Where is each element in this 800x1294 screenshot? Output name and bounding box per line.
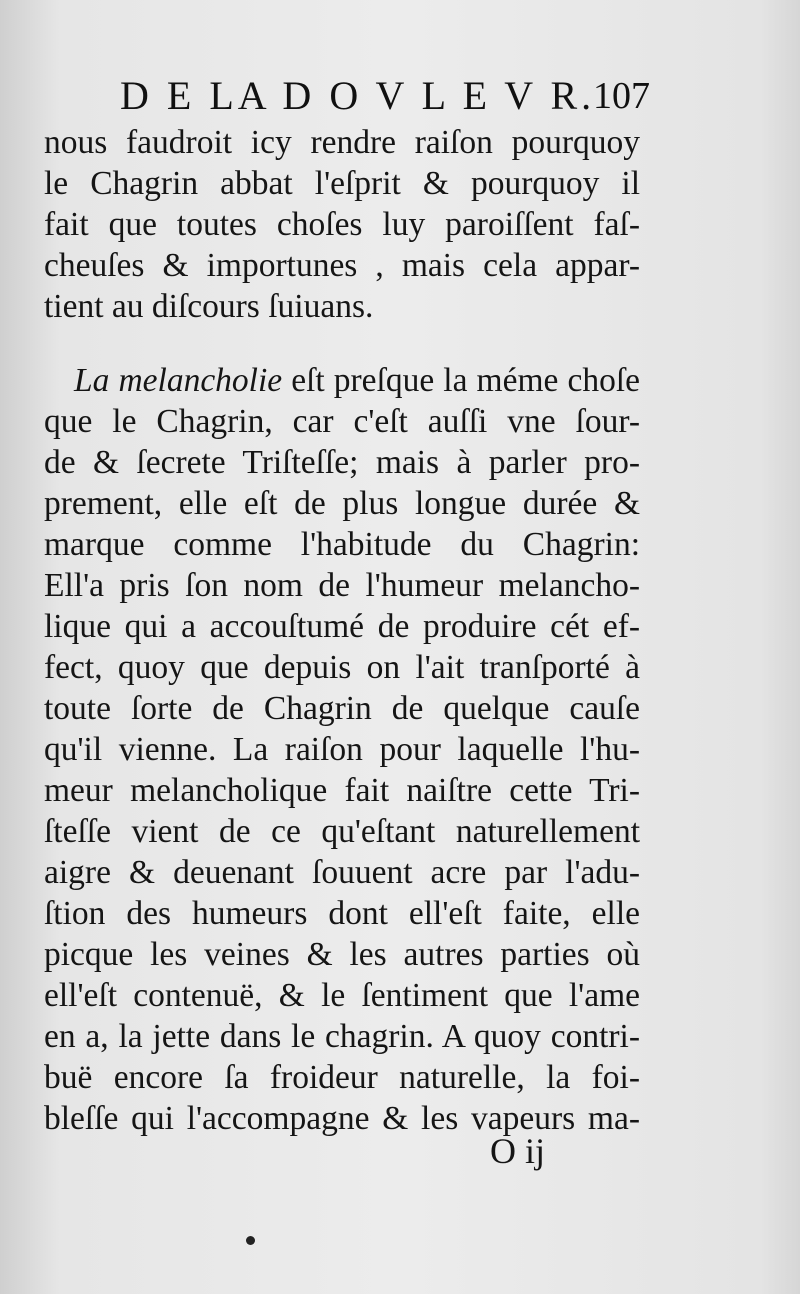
- text-line: nous faudroit icy rendre raiſon pourquoy: [44, 124, 640, 161]
- text-line: tient au diſcours ſuiuans.: [44, 288, 374, 325]
- ink-spot: [246, 1236, 255, 1245]
- text-line: toute ſorte de Chagrin de quelque cauſe: [44, 690, 640, 727]
- signature-mark: O ij: [490, 1131, 546, 1171]
- text-line: le Chagrin abbat l'eſprit & pourquoy il: [44, 165, 640, 202]
- text-line-first: [44, 360, 640, 401]
- text-line: Ell'a pris ſon nom de l'humeur melancho-: [44, 567, 640, 604]
- text-line: prement, elle eſt de plus longue durée &: [44, 485, 640, 522]
- text-line: en a, la jette dans le chagrin. A quoy contri-: [44, 1018, 640, 1055]
- text-line: ſtion des humeurs dont ell'eſt faite, elle: [44, 895, 640, 932]
- paragraph-2: [44, 360, 640, 1139]
- text-line: buë encore ſa froideur naturelle, la foi-: [44, 1059, 640, 1096]
- text-line: ell'eſt contenuë, & le ſentiment que l'ame: [44, 977, 640, 1014]
- text-line-rest: eſt preſque la méme choſe: [282, 362, 640, 399]
- text-line: aigre & deuenant ſouuent acre par l'adu-: [44, 854, 640, 891]
- text-line: picque les veines & les autres parties où: [44, 936, 640, 973]
- paragraph-lead: La melancholie: [74, 362, 283, 399]
- text-line: ſteſſe vient de ce qu'eſtant naturellement: [44, 813, 640, 850]
- text-line: bleſſe qui l'accompagne & les vapeurs ma-: [44, 1100, 640, 1137]
- page-header: [40, 72, 650, 122]
- running-title: D E LA D O V L E V R.: [120, 73, 596, 118]
- text-line: fait que toutes choſes luy paroiſſent faſ-: [44, 206, 640, 243]
- text-line: que le Chagrin, car c'eſt auſſi vne ſour-: [44, 403, 640, 440]
- text-line: fect, quoy que depuis on l'ait tranſporté à: [44, 649, 640, 686]
- text-line: qu'il vienne. La raiſon pour laquelle l'hu-: [44, 731, 640, 768]
- text-line: de & ſecrete Triſteſſe; mais à parler pro-: [44, 444, 640, 481]
- text-line: meur melancholique fait naiſtre cette Tri-: [44, 772, 640, 809]
- paragraph-1: [44, 122, 640, 327]
- text-line: marque comme l'habitude du Chagrin:: [44, 526, 640, 563]
- page-number: 107: [593, 75, 650, 117]
- text-line: cheuſes & importunes , mais cela appar-: [44, 247, 640, 284]
- text-line: lique qui a accouſtumé de produire cét ef-: [44, 608, 640, 645]
